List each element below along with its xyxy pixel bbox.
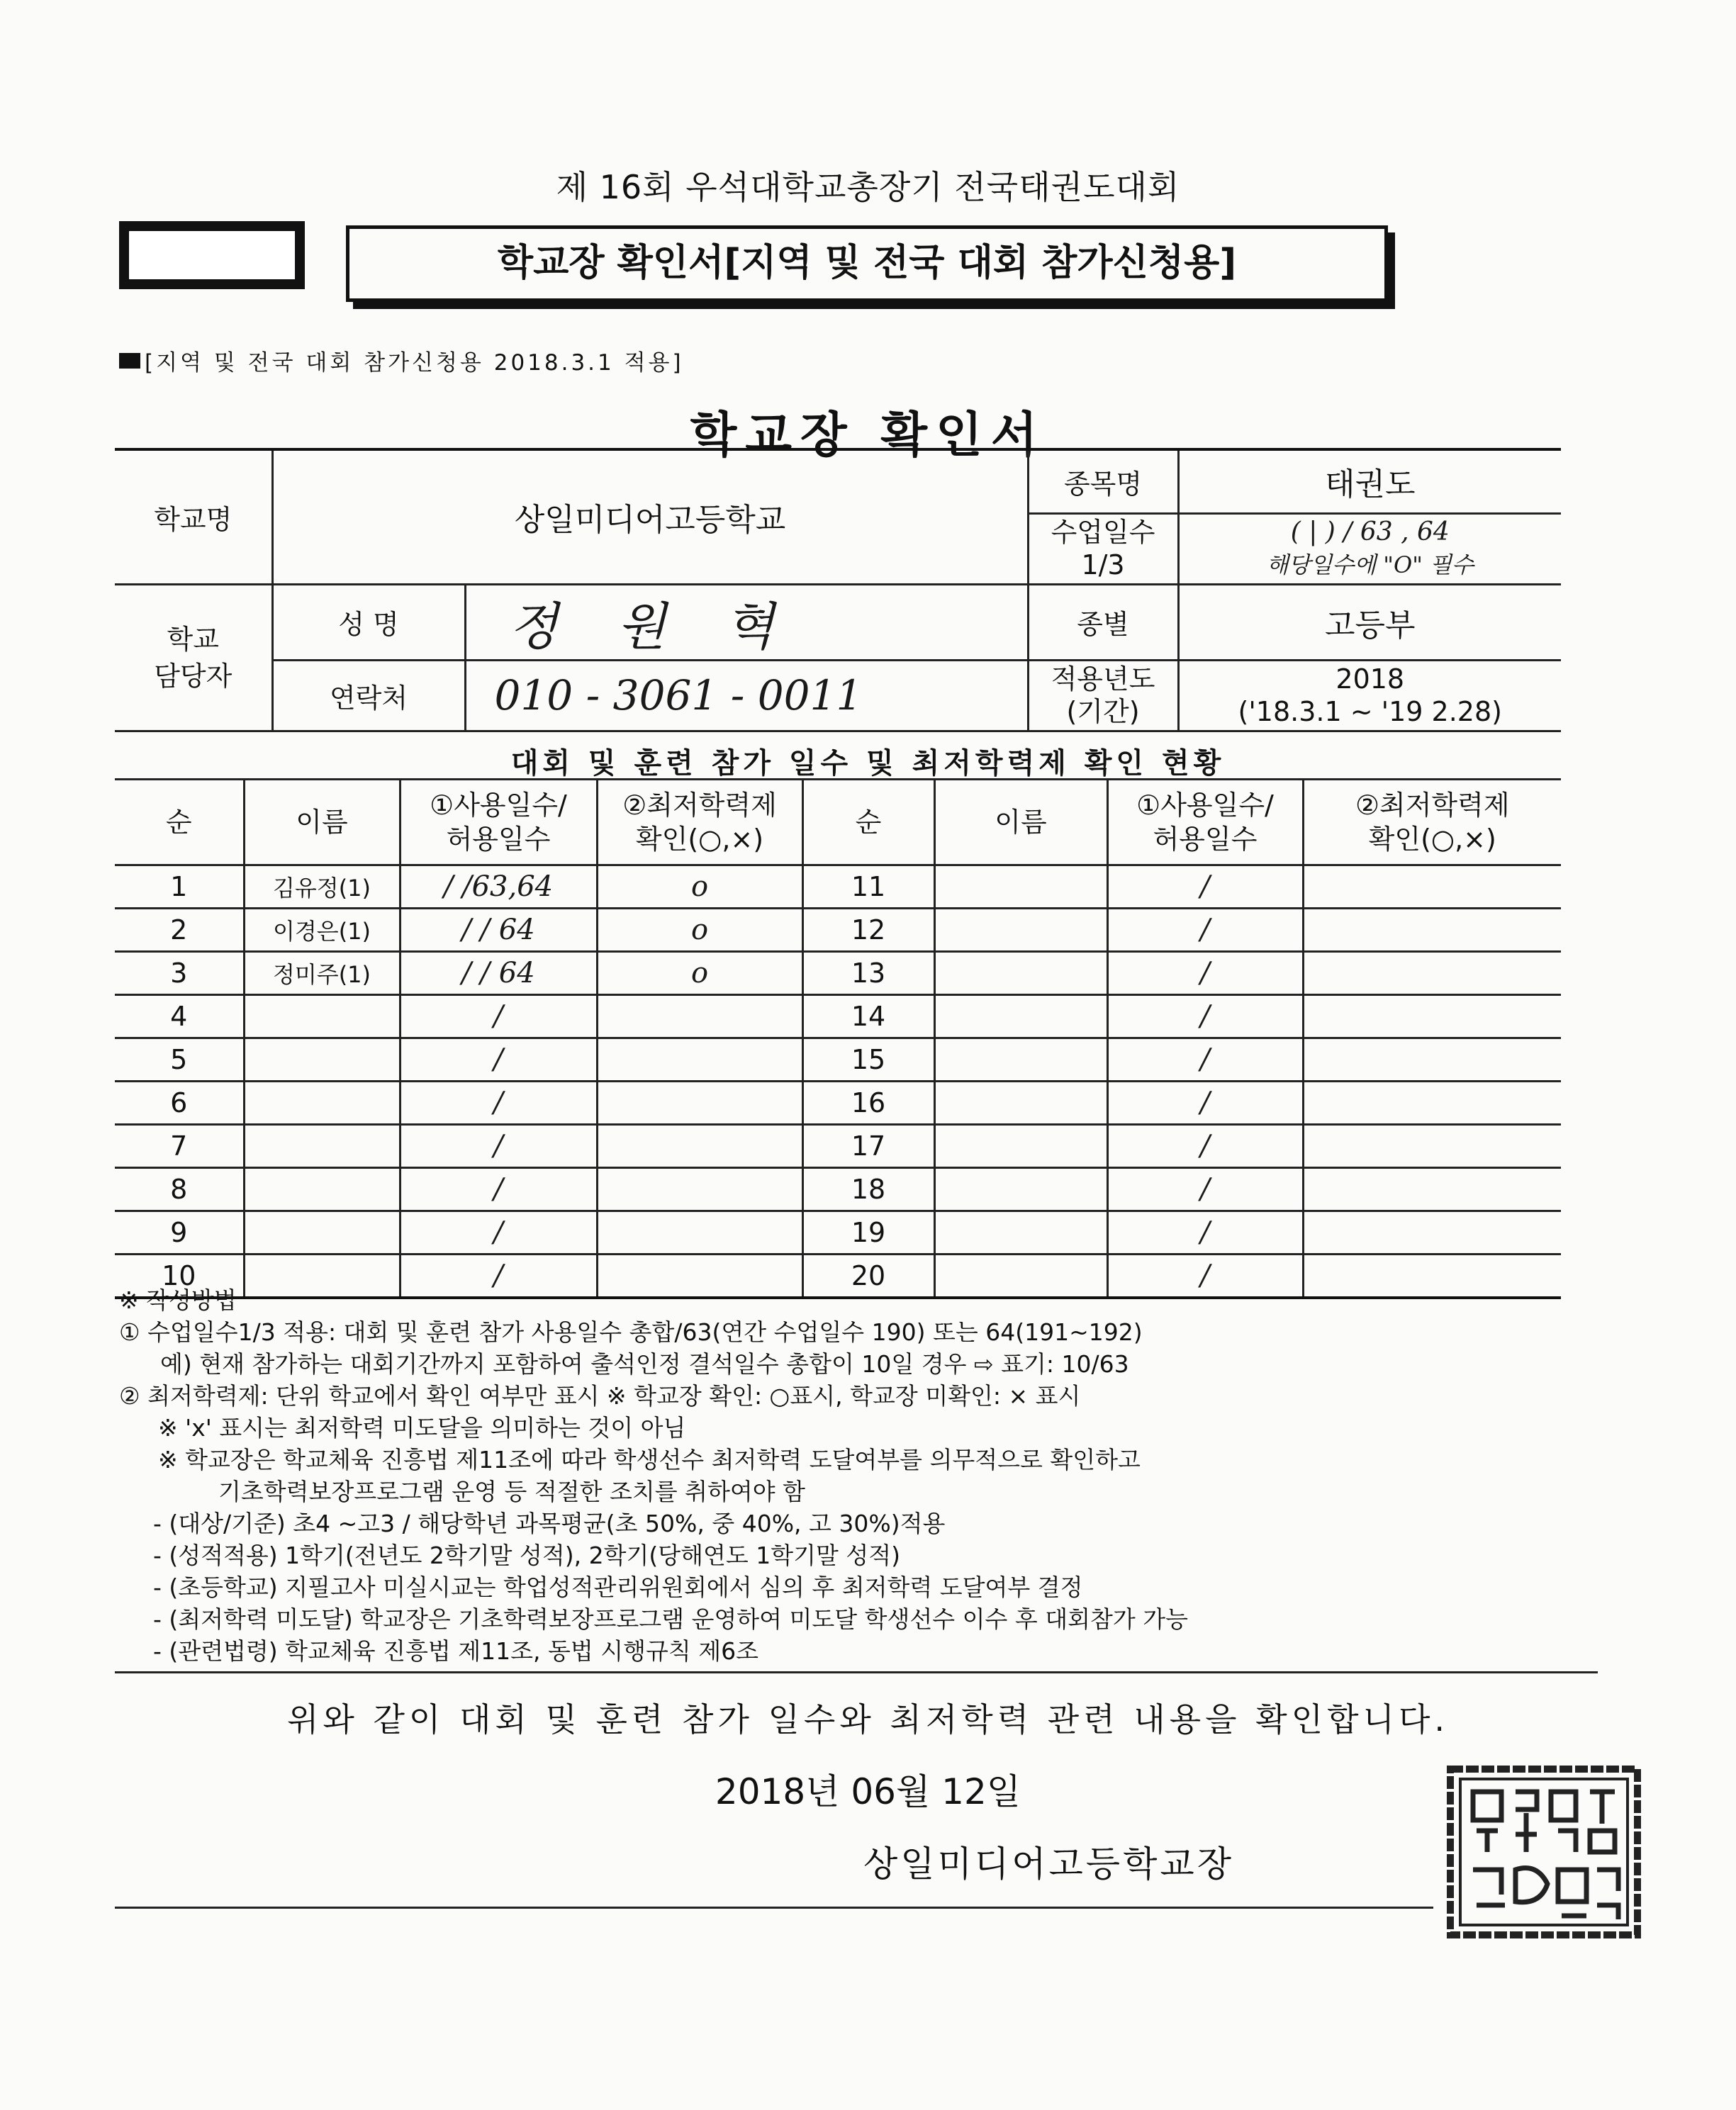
row-number: 4 [115,995,244,1038]
instructions-heading: ※ 작성방법 [119,1286,237,1314]
min-score-check [1303,1082,1561,1125]
staff-label: 학교 담당자 [115,584,272,731]
instruction-line: ② 최저학력제: 단위 학교에서 확인 여부만 표시 ※ 학교장 확인: ○표시, 학교장 미확인: × 표시 [119,1382,1081,1410]
sport-name: 태권도 [1178,449,1561,513]
participant-row [115,1038,1561,1082]
days-used: / [1107,995,1303,1038]
participant-name [934,909,1107,952]
row-number: 3 [115,952,244,995]
days-used: / / 64 [400,909,597,952]
row-number: 6 [115,1082,244,1125]
min-score-check [597,995,802,1038]
instructions [119,1284,1601,1667]
days-used: / [400,1211,597,1255]
row-number: 17 [802,1125,934,1168]
min-score-check [597,1168,802,1211]
row-number: 15 [802,1038,934,1082]
days-used: / / 64 [400,952,597,995]
row-number: 19 [802,1211,934,1255]
participant-name [244,1125,400,1168]
participant-name [934,952,1107,995]
instruction-line: - (초등학교) 지필고사 미실시교는 학업성적관리위원회에서 심의 후 최저학력 도달여부 결정 [153,1573,1083,1601]
staff-name-label: 성 명 [272,584,465,660]
days-used: / [1107,1255,1303,1298]
class-days-value: ( | ) / 63 , 64 해당일수에 "O" 필수 [1178,513,1561,584]
min-score-check [597,1211,802,1255]
header-no: 순 [115,780,244,865]
participant-row [115,1082,1561,1125]
participant-name: 김유정(1) [244,865,400,909]
participant-name: 정미주(1) [244,952,400,995]
row-number: 10 [115,1255,244,1298]
min-score-check [1303,952,1561,995]
row-number: 20 [802,1255,934,1298]
min-score-check [1303,909,1561,952]
min-score-check [1303,1125,1561,1168]
participant-name: 이경은(1) [244,909,400,952]
days-used: / [400,1168,597,1211]
instruction-line: ※ 학교장은 학교체육 진흥법 제11조에 따라 학생선수 최저학력 도달여부를 의무적으로 확인하고 [158,1446,1141,1474]
participant-name [244,995,400,1038]
days-used: / [400,1125,597,1168]
days-used: / [400,995,597,1038]
participants-table [115,778,1561,1299]
divider [115,1907,1433,1909]
days-used: / /63,64 [400,865,597,909]
square-bullet-icon [119,353,140,369]
participant-name [244,1038,400,1082]
school-label: 학교명 [115,449,272,584]
min-score-check [597,1125,802,1168]
row-number: 5 [115,1038,244,1082]
notice-line [119,344,684,376]
min-score-check [1303,1038,1561,1082]
header-min: ②최저학력제 확인(○,×) [1303,780,1561,865]
black-label-box [119,221,305,289]
participant-name [934,1168,1107,1211]
participant-row [115,865,1561,909]
divider [115,1671,1598,1673]
participant-name [934,1125,1107,1168]
min-score-check [1303,865,1561,909]
min-score-check: o [597,952,802,995]
row-number: 8 [115,1168,244,1211]
min-score-check [597,1038,802,1082]
days-used: / [1107,1038,1303,1082]
header-days: ①사용일수/ 허용일수 [400,780,597,865]
instruction-line: ① 수업일수1/3 적용: 대회 및 훈련 참가 사용일수 총합/63(연간 수업일수 190) 또는 64(191~192) [119,1318,1143,1346]
participant-row [115,952,1561,995]
class-days-label: 수업일수 1/3 [1028,513,1178,584]
header-days: ①사용일수/ 허용일수 [1107,780,1303,865]
row-number: 18 [802,1168,934,1211]
participant-name [934,1082,1107,1125]
participant-row [115,909,1561,952]
row-number: 14 [802,995,934,1038]
contact-handwritten: 010 - 3061 - 0011 [465,660,1028,731]
row-number: 1 [115,865,244,909]
instruction-line: 예) 현재 참가하는 대회기간까지 포함하여 출석인정 결석일수 총합이 10일 경우 ⇨ 표기: 10/63 [160,1350,1129,1378]
participant-name [934,1211,1107,1255]
instruction-line: - (관련법령) 학교체육 진흥법 제11조, 동법 시행규칙 제6조 [153,1637,758,1665]
min-score-check [597,1082,802,1125]
staff-name-handwritten: 정 원 혁 [465,584,1028,660]
days-used: / [1107,1125,1303,1168]
min-score-check: o [597,865,802,909]
days-used: / [1107,909,1303,952]
participant-name [244,1082,400,1125]
row-number: 12 [802,909,934,952]
header-no: 순 [802,780,934,865]
issue-date: 2018년 06월 12일 [715,1771,1021,1812]
row-number: 9 [115,1211,244,1255]
days-used: / [1107,1082,1303,1125]
days-used: / [1107,1168,1303,1211]
days-used: / [400,1038,597,1082]
min-score-check [1303,1168,1561,1211]
header-name: 이름 [934,780,1107,865]
participant-name [934,1038,1107,1082]
row-number: 16 [802,1082,934,1125]
row-number: 7 [115,1125,244,1168]
contact-label: 연락처 [272,660,465,731]
info-table [115,448,1561,732]
confirmation-statement: 위와 같이 대회 및 훈련 참가 일수와 최저학력 관련 내용을 확인합니다. [286,1700,1450,1739]
participant-name [244,1211,400,1255]
row-number: 2 [115,909,244,952]
participant-row [115,1125,1561,1168]
days-used: / [400,1255,597,1298]
document-title: 학교장 확인서[지역 및 전국 대회 참가신청용] [346,225,1388,302]
min-score-check [1303,995,1561,1038]
instruction-line: - (성적적용) 1학기(전년도 2학기말 성적), 2학기(당해연도 1학기말 성적) [153,1542,901,1569]
instruction-line: ※ 'x' 표시는 최저학력 미도달을 의미하는 것이 아님 [158,1414,686,1442]
min-score-check: o [597,909,802,952]
main-title: 학교장 확인서 [690,408,1046,464]
notice-text: [지역 및 전국 대회 참가신청용 2018.3.1 적용] [145,350,684,376]
event-title: 제 16회 우석대학교총장기 전국태권도대회 [556,168,1180,206]
division-label: 종별 [1028,584,1178,660]
days-used: / [1107,865,1303,909]
instruction-line: 기초학력보장프로그램 운영 등 적절한 조치를 취하여야 함 [218,1478,806,1505]
days-used: / [400,1082,597,1125]
min-score-check [1303,1211,1561,1255]
row-number: 11 [802,865,934,909]
instruction-line: - (최저학력 미도달) 학교장은 기초학력보장프로그램 운영하여 미도달 학생선수 이수 후 대회참가 가능 [153,1605,1189,1633]
participant-name [934,865,1107,909]
header-name: 이름 [244,780,400,865]
header-min: ②최저학력제 확인(○,×) [597,780,802,865]
participant-row [115,1168,1561,1211]
days-used: / [1107,952,1303,995]
instruction-line: - (대상/기준) 초4 ~고3 / 해당학년 과목평균(초 50%, 중 40%, 고 30%)적용 [153,1510,946,1537]
year-value: 2018 ('18.3.1 ~ '19 2.28) [1178,660,1561,731]
year-label: 적용년도 (기간) [1028,660,1178,731]
row-number: 13 [802,952,934,995]
official-seal-stamp [1445,1763,1643,1941]
participant-row [115,995,1561,1038]
participant-name [244,1168,400,1211]
division-value: 고등부 [1178,584,1561,660]
sport-label: 종목명 [1028,449,1178,513]
participants-title: 대회 및 훈련 참가 일수 및 최저학력제 확인 현황 [510,747,1226,780]
school-name: 상일미디어고등학교 [272,449,1028,584]
principal-name: 상일미디어고등학교장 [863,1844,1234,1885]
participant-row [115,1211,1561,1255]
days-used: / [1107,1211,1303,1255]
participant-name [934,995,1107,1038]
